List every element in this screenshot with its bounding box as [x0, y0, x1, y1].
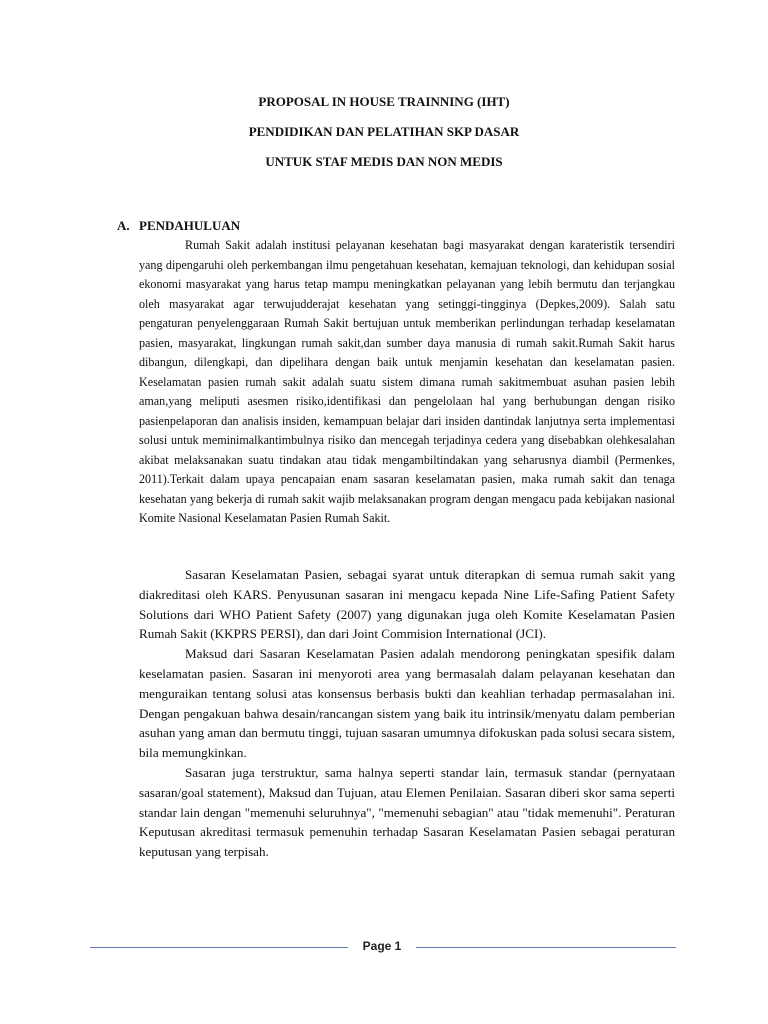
paragraph-1: Rumah Sakit adalah institusi pelayanan kesehatan bagi masyarakat dengan karateristik tersendiri yang dipengaruhi oleh perkembangan ilmu pengetahuan kesehatan, kemajuan teknologi, dan kehidupan sosial ekonomi masyarakat yang harus tetap mampu meningkatkan pelayanan yang lebih bermutu dan terjangkau oleh masyarakat agar terwujudderajat kesehatan yang setinggi-tingginya (Depkes,2009). Salah satu pengaturan penyelenggaraan Rumah Sakit bertujuan untuk memberikan perlindungan terhadap keselamatan pasien, masyarakat, lingkungan rumah sakit,dan sumber daya manusia di rumah sakit.Rumah Sakit harus dibangun, dilengkapi, dan dipelihara dengan baik untuk menjamin kesehatan dan keselamatan pasien. Keselamatan pasien rumah sakit adalah suatu sistem dimana rumah sakitmembuat asuhan pasien lebih aman,yang meliputi asesmen risiko,identifikasi dan pengelolaan hal yang berhubungan dengan risiko pasienpelaporan dan analisis insiden, kemampuan belajar dari insiden dantindak lanjutnya serta implementasi solusi untuk meminimalkantimbulnya risiko dan mencegah terjadinya cedera yang disebabkan olehkesalahan akibat melaksanakan suatu tindakan atau tidak mengambiltindakan yang seharusnya diambil (Permenkes, 2011).Terkait dalam upaya pencapaian enam sasaran keselamatan pasien, maka rumah sakit dan tenaga kesehatan yang bekerja di rumah sakit wajib melaksanakan program dengan mengacu pada kebijakan nasional Komite Nasional Keselamatan Pasien Rumah Sakit.	[139, 238, 675, 526]
body-block-1	[139, 236, 675, 529]
page-number: Page 1	[362, 939, 402, 953]
title-line-1: PROPOSAL IN HOUSE TRAINNING (IHT)	[258, 94, 510, 109]
page-footer	[90, 938, 676, 958]
body-block-2	[139, 565, 675, 862]
paragraph-2: Sasaran Keselamatan Pasien, sebagai syarat untuk diterapkan di semua rumah sakit yang diakreditasi oleh KARS. Penyusunan sasaran ini mengacu kepada Nine Life-Safing Patient Safety Solutions dari WHO Patient Safety (2007) yang digunakan juga oleh Komite Keselamatan Pasien Rumah Sakit (KKPRS PERSI), dan dari Joint Commision International (JCI).	[139, 567, 675, 642]
paragraph-4: Sasaran juga terstruktur, sama halnya seperti standar lain, termasuk standar (pernyataan sasaran/goal statement), Maksud dan Tujuan, atau Elemen Penilaian. Sasaran diberi skor sama seperti standar lain dengan "memenuhi seluruhnya", "memenuhi sebagian" atau "tidak memenuhi". Peraturan Keputusan akreditasi termasuk pemenuhin terhadap Sasaran Keselamatan Pasien sebagai peraturan keputusan yang terpisah.	[139, 764, 675, 860]
paragraph-3: Maksud dari Sasaran Keselamatan Pasien adalah mendorong peningkatan spesifik dalam keselamatan pasien. Sasaran ini menyoroti area yang bermasalah dalam pelayanan kesehatan dan menguraikan tentang solusi atas konsensus berbasis bukti dan keahlian terhadap permasalahan ini. Dengan pengakuan bahwa desain/rancangan sistem yang baik itu intrinsik/menyatu dalam pemberian asuhan yang aman dan bermutu tinggi, tujuan sasaran umumnya difokuskan pada solusi secara sistem, bila memungkinkan.	[139, 646, 675, 761]
footer-rule-right	[416, 947, 676, 948]
title-line-2: PENDIDIKAN DAN PELATIHAN SKP DASAR	[248, 124, 520, 139]
section-number: A.	[117, 218, 130, 233]
section-heading	[117, 218, 240, 234]
section-title: PENDAHULUAN	[139, 218, 241, 233]
title-line-3: UNTUK STAF MEDIS DAN NON MEDIS	[265, 154, 503, 169]
footer-rule-left	[90, 947, 348, 948]
